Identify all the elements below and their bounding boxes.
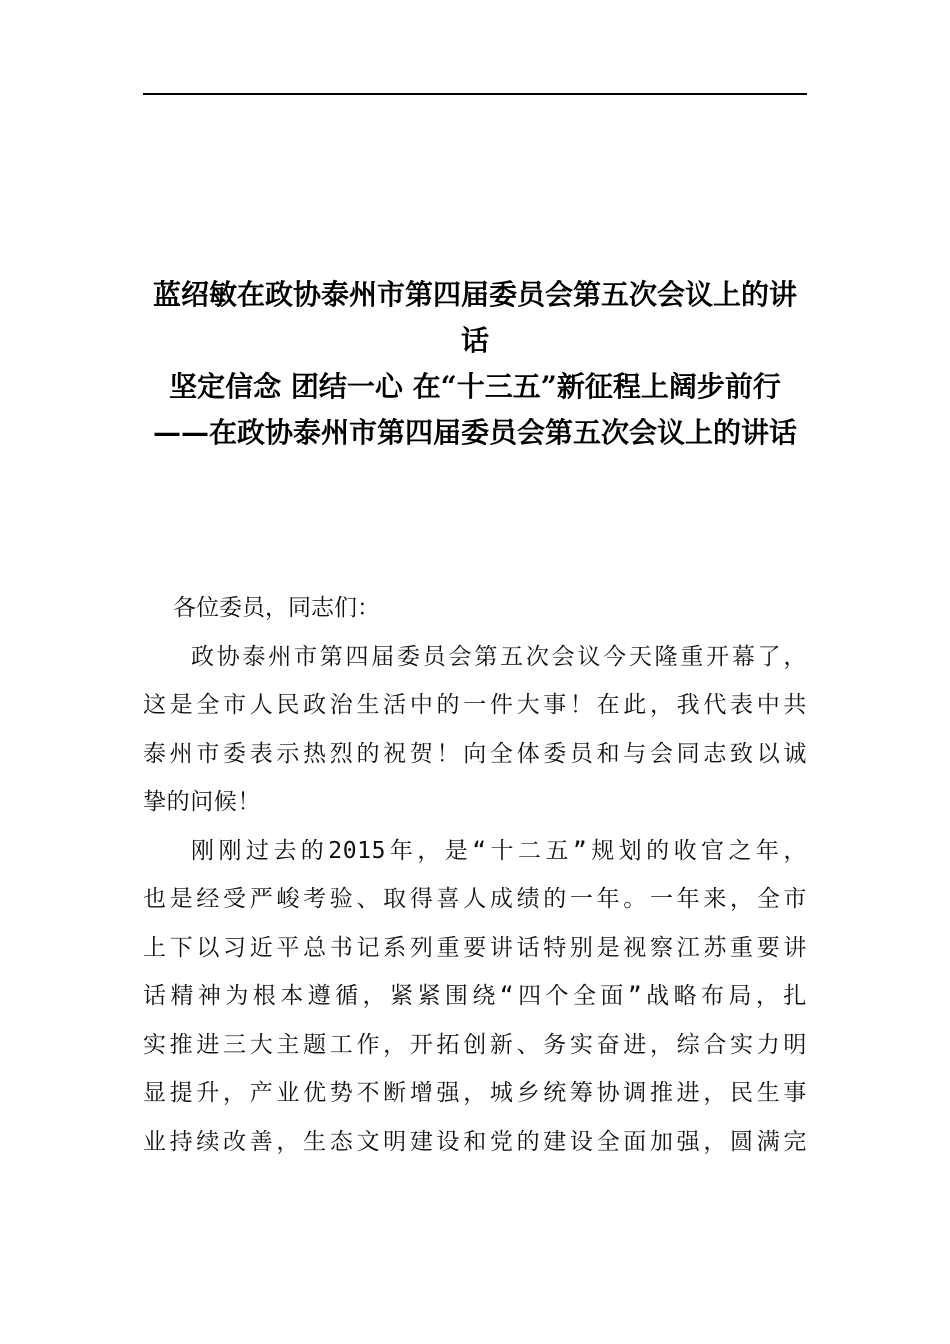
paragraph-line: 上下以习近平总书记系列重要讲话特别是视察江苏重要讲 [143, 934, 807, 961]
paragraph-2 [143, 827, 807, 1167]
paragraph-line: 刚刚过去的2015年，是“十二五”规划的收官之年， [191, 837, 807, 864]
title-line-2: 话 [460, 324, 489, 357]
paragraph-line: 实推进三大主题工作，开拓创新、务实奋进，综合实力明 [143, 1031, 807, 1058]
paragraph-line: 话精神为根本遵循，紧紧围绕“四个全面”战略布局，扎 [143, 983, 807, 1009]
subtitle-line-2: ——在政协泰州市第四届委员会第五次会议上的讲话 [152, 416, 797, 449]
paragraph-line: 也是经受严峻考验、取得喜人成绩的一年。一年来，全市 [143, 886, 807, 912]
paragraph-line: 泰州市委表示热烈的祝贺！向全体委员和与会同志致以诚 [143, 740, 807, 767]
document-title [143, 272, 807, 456]
header-rule [143, 93, 807, 95]
paragraph-line: 政协泰州市第四届委员会第五次会议今天隆重开幕了， [191, 643, 807, 670]
paragraph-line: 这是全市人民政治生活中的一件大事！在此，我代表中共 [143, 692, 807, 718]
salutation: 各位委员，同志们： [173, 595, 380, 621]
document-body [143, 584, 807, 1166]
paragraph-line: 显提升，产业优势不断增强，城乡统筹协调推进，民生事 [143, 1080, 807, 1106]
paragraph-line: 业持续改善，生态文明建设和党的建设全面加强，圆满完 [143, 1128, 807, 1155]
paragraph-line: 挚的问候！ [143, 789, 261, 815]
title-line-1: 蓝绍敏在政协泰州市第四届委员会第五次会议上的讲 [152, 278, 797, 311]
subtitle-line-1: 坚定信念 团结一心 在“十三五”新征程上阔步前行 [169, 370, 781, 403]
paragraph-1 [143, 633, 807, 827]
